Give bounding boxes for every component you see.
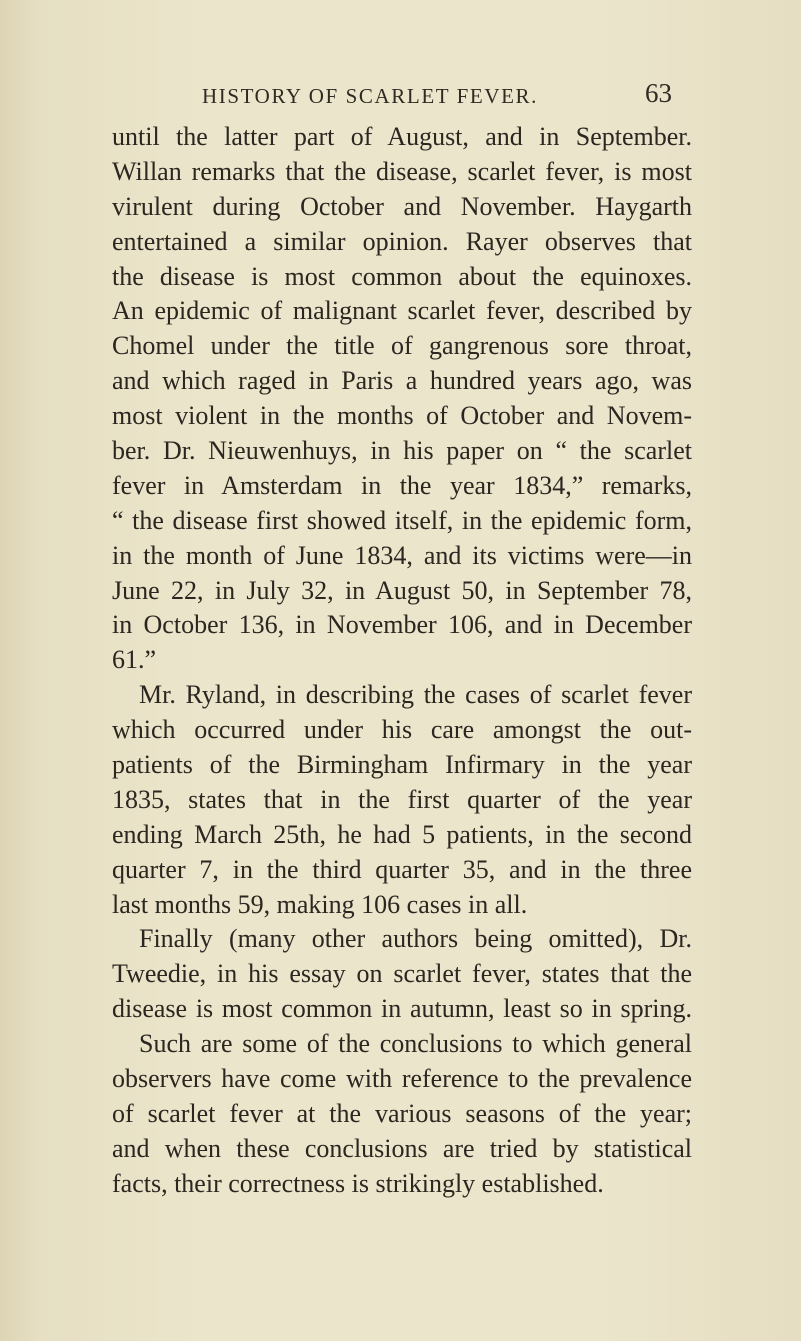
text-line: June 22, in July 32, in August 50, in September 78, [112, 575, 692, 605]
page-number: 63 [645, 78, 672, 108]
text-line: entertained a similar opinion. Rayer observes that [112, 226, 692, 256]
text-line: ending March 25th, he had 5 patients, in the second [112, 819, 692, 849]
running-title: HISTORY OF SCARLET FEVER. [202, 84, 538, 108]
text-line: quarter 7, in the third quarter 35, and in the three [112, 854, 692, 884]
text-line: Willan remarks that the disease, scarlet fever, is most [112, 156, 692, 186]
running-header [0, 78, 801, 118]
text-line: 1835, states that in the first quarter of the year [112, 784, 692, 814]
text-line: facts, their correctness is strikingly established. [112, 1168, 604, 1198]
text-line: and when these conclusions are tried by statistical [112, 1133, 692, 1163]
text-line: ber. Dr. Nieuwenhuys, in his paper on “ the scarlet [112, 436, 692, 466]
text-line: which occurred under his care amongst the out- [112, 715, 692, 745]
text-line: 61.” [112, 645, 157, 675]
text-line: Finally (many other authors being omitted), Dr. [139, 924, 692, 954]
text-line: in the month of June 1834, and its victims were—in [112, 540, 692, 570]
text-line: “ the disease first showed itself, in the epidemic form, [112, 505, 692, 535]
text-line: Mr. Ryland, in describing the cases of scarlet fever [139, 680, 692, 710]
text-line: and which raged in Paris a hundred years ago, was [112, 366, 692, 396]
text-line: Tweedie, in his essay on scarlet fever, states that the [112, 959, 692, 989]
text-line: Chomel under the title of gangrenous sore throat, [112, 331, 692, 361]
text-line: virulent during October and November. Haygarth [112, 191, 692, 221]
text-line: until the latter part of August, and in September. [112, 122, 692, 151]
text-line: the disease is most common about the equinoxes. [112, 261, 692, 291]
text-line: disease is most common in autumn, least so in spring. [112, 994, 692, 1024]
text-line: observers have come with reference to the prevalence [112, 1064, 692, 1094]
body-text [112, 120, 692, 1202]
text-line: of scarlet fever at the various seasons of the year; [112, 1098, 692, 1128]
text-line: fever in Amsterdam in the year 1834,” remarks, [112, 470, 692, 500]
text-line: An epidemic of malignant scarlet fever, described by [112, 296, 692, 326]
text-line: Such are some of the conclusions to which general [139, 1029, 692, 1059]
text-line: last months 59, making 106 cases in all. [112, 889, 528, 919]
text-line: patients of the Birmingham Infirmary in the year [112, 750, 692, 780]
text-line: most violent in the months of October and Novem- [112, 401, 692, 431]
text-line: in October 136, in November 106, and in December [112, 610, 692, 640]
